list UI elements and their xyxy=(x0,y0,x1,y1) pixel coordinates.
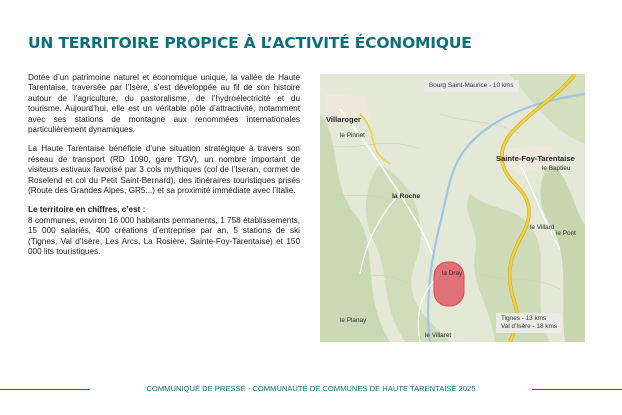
map-label-villaroger: Villaroger xyxy=(326,115,361,124)
map-label-le-planay: le Planay xyxy=(340,317,367,324)
map-label-le-villard: le Villard xyxy=(530,224,555,231)
page-title: UN TERRITOIRE PROPICE À L’ACTIVITÉ ÉCONOMIQUE xyxy=(28,34,472,52)
footer-separator: - xyxy=(245,384,253,393)
map-label-le-villaret: le Villaret xyxy=(425,332,452,339)
map-label-sainte-foy: Sainte-Foy-Tarentaise xyxy=(496,154,575,163)
map-label-le-pont: le Pont xyxy=(556,230,576,237)
body-text xyxy=(28,73,300,258)
footer-right: COMMUNAUTÉ DE COMMUNES DE HAUTE TARENTAISE 2025 xyxy=(252,384,476,393)
map-label-le-baptieu: le Baptieu xyxy=(542,165,571,172)
map-label-zone: la Dray xyxy=(442,270,463,277)
paragraph-intro: Dotée d’un patrimoine naturel et économique unique, la vallée de Haute Tarentaise, traversée par l’Isère, s’est développée au fil de son histoire autour de l’agriculture, du pastoralisme, de l’hydroélectricité et du tourisme. Aujourd’hui, elle est un véritable pôle d’attractivité, notamment avec ses stations de montagne aux renommées internationales particulièrement dynamiques. xyxy=(28,73,300,135)
map-label-bourg: Bourg Saint-Maurice - 10 kms xyxy=(424,80,519,92)
stats-heading: Le territoire en chiffres, c’est : xyxy=(28,205,146,215)
map-label-la-roche: la Roche xyxy=(392,193,421,200)
map-label-tignes: Tignes - 13 kms xyxy=(501,315,547,322)
map-label-le-pinnet: le Pinnet xyxy=(340,132,365,139)
territory-map xyxy=(320,74,585,342)
map-label-distances xyxy=(496,313,562,333)
footer xyxy=(0,384,622,393)
footer-left: COMMUNIQUÉ DE PRESSE xyxy=(146,384,246,393)
map-label-val-disere: Val d’Isère - 18 kms xyxy=(501,323,557,331)
stats-text: 8 communes, environ 16 000 habitants permanents, 1 758 établissements, 15 000 salariés, 400 créations d’entreprise par an, 5 stations de ski (Tignes, Val d’Isère, Les Arcs, La Rosière, Sainte-Foy-Tarentaise) et 150 000 lits touristiques. xyxy=(28,215,300,257)
paragraph-situation: La Haute Tarentaise bénéficie d’une situation stratégique à travers son réseau de transport (RD 1090, gare TGV), un nombre important de visiteurs estivaux favorisé par 3 cols mythiques (col de l’Iseran, cormet de Roselend et col du Petit Saint-Bernard), des itinéraires touristiques prisés (Route des Grandes Alpes, GR5...) et sa proximité immédiate avec l’Italie. xyxy=(28,144,300,196)
